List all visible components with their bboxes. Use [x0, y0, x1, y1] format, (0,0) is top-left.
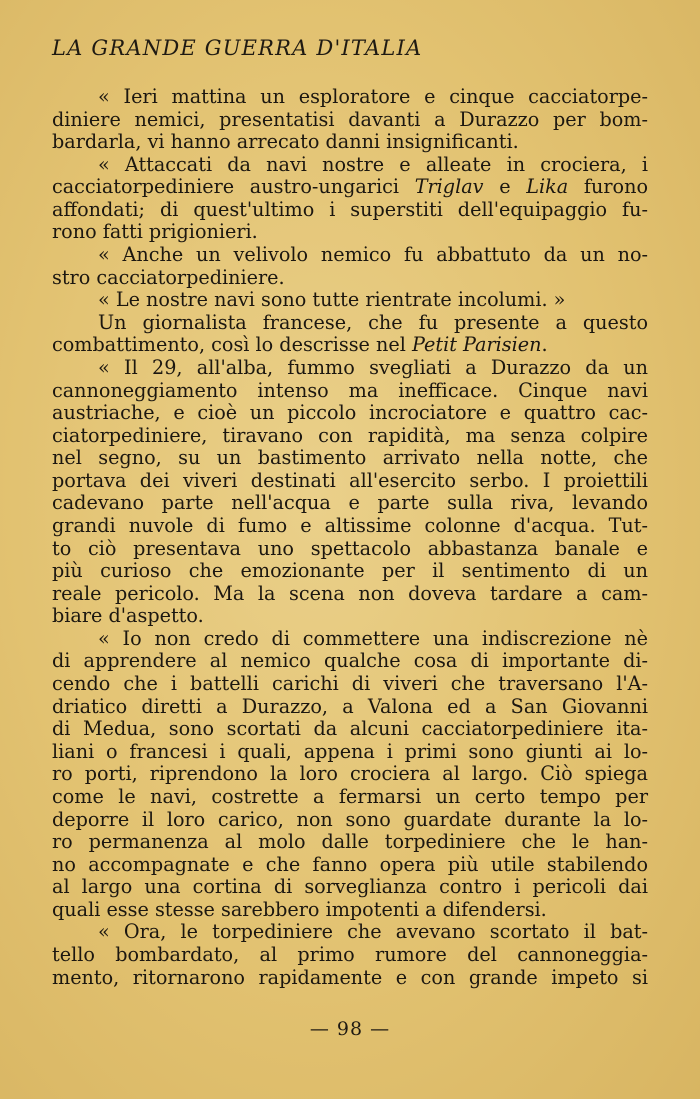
text-line: cendo che i battelli carichi di viveri che traversano l'A-	[52, 672, 648, 696]
text-line: combattimento, così lo descrisse nel Petit Parisien.	[52, 333, 548, 357]
text-line: liani o francesi i quali, appena i primi sono giunti ai lo-	[52, 739, 648, 763]
text-line: rono fatti prigionieri.	[52, 220, 258, 244]
page-number: — 98 —	[309, 1018, 391, 1040]
text-line: di Medua, sono scortati da alcuni cacciatorpediniere ita-	[52, 717, 648, 741]
text-line: mento, ritornarono rapidamente e con grande impeto si	[52, 965, 648, 989]
text-line: austriache, e cioè un piccolo incrociatore e quattro cac-	[52, 401, 648, 425]
text-line: diniere nemici, presentatisi davanti a Durazzo per bom-	[52, 107, 648, 131]
text-line: più curioso che emozionante per il sentimento di un	[52, 559, 648, 583]
text-line: reale pericolo. Ma la scena non doveva tardare a cam-	[52, 581, 648, 605]
body-text	[52, 86, 648, 989]
text-line: tello bombardato, al primo rumore del cannoneggia-	[52, 942, 648, 966]
text-line: affondati; di quest'ultimo i superstiti dell'equipaggio fu-	[52, 197, 648, 221]
text-line: deporre il loro carico, non sono guardate durante la lo-	[52, 807, 648, 831]
text-line: grandi nuvole di fumo e altissime colonne d'acqua. Tut-	[52, 513, 648, 537]
text-line: « Attaccati da navi nostre e alleate in crociera, i	[98, 152, 648, 176]
italic-title: Lika	[526, 175, 569, 199]
running-head: LA GRANDE GUERRA D'ITALIA	[52, 36, 423, 60]
text-line: « Anche un velivolo nemico fu abbattuto da un no-	[98, 243, 648, 267]
text-line: « Il 29, all'alba, fummo svegliati a Durazzo da un	[98, 355, 648, 379]
text-line: cadevano parte nell'acqua e parte sulla riva, levando	[52, 491, 648, 515]
text-line: to ciò presentava uno spettacolo abbastanza banale e	[52, 536, 648, 560]
text-line: « Ieri mattina un esploratore e cinque cacciatorpe-	[98, 85, 648, 108]
text-line: « Io non credo di commettere una indiscrezione nè	[98, 626, 648, 650]
text-line: cannoneggiamento intenso ma inefficace. Cinque navi	[52, 378, 648, 402]
text-line: no accompagnate e che fanno opera più utile stabilendo	[52, 852, 648, 876]
text-line: al largo una cortina di sorveglianza contro i pericoli dai	[52, 875, 648, 899]
text-line: Un giornalista francese, che fu presente a questo	[98, 310, 648, 334]
italic-title: Triglav	[414, 175, 484, 199]
text-line: ciatorpediniere, tiravano con rapidità, ma senza colpire	[52, 423, 648, 447]
text-line: nel segno, su un bastimento arrivato nella notte, che	[52, 446, 648, 470]
text-line: « Ora, le torpediniere che avevano scortato il bat-	[98, 920, 648, 944]
text-line: come le navi, costrette a fermarsi un certo tempo per	[52, 784, 648, 808]
text-line: « Le nostre navi sono tutte rientrate incolumi. »	[98, 288, 566, 312]
text-line: cacciatorpediniere austro-ungarici Triglav e Lika furono	[52, 175, 649, 199]
text-line: ro permanenza al molo dalle torpediniere che le han-	[52, 830, 648, 854]
text-line: biare d'aspetto.	[52, 604, 204, 628]
text-line: di apprendere al nemico qualche cosa di importante di-	[52, 649, 648, 673]
text-line: portava dei viveri destinati all'esercito serbo. I proiettili	[52, 468, 648, 492]
italic-title: Petit Parisien	[411, 333, 542, 357]
text-line: quali esse stesse sarebbero impotenti a difendersi.	[52, 897, 547, 921]
text-line: stro cacciatorpediniere.	[52, 265, 285, 289]
text-line: driatico diretti a Durazzo, a Valona ed a San Giovanni	[52, 694, 648, 718]
text-line: ro porti, riprendono la loro crociera al largo. Ciò spiega	[52, 762, 648, 786]
text-line: bardarla, vi hanno arrecato danni insignificanti.	[52, 130, 519, 154]
